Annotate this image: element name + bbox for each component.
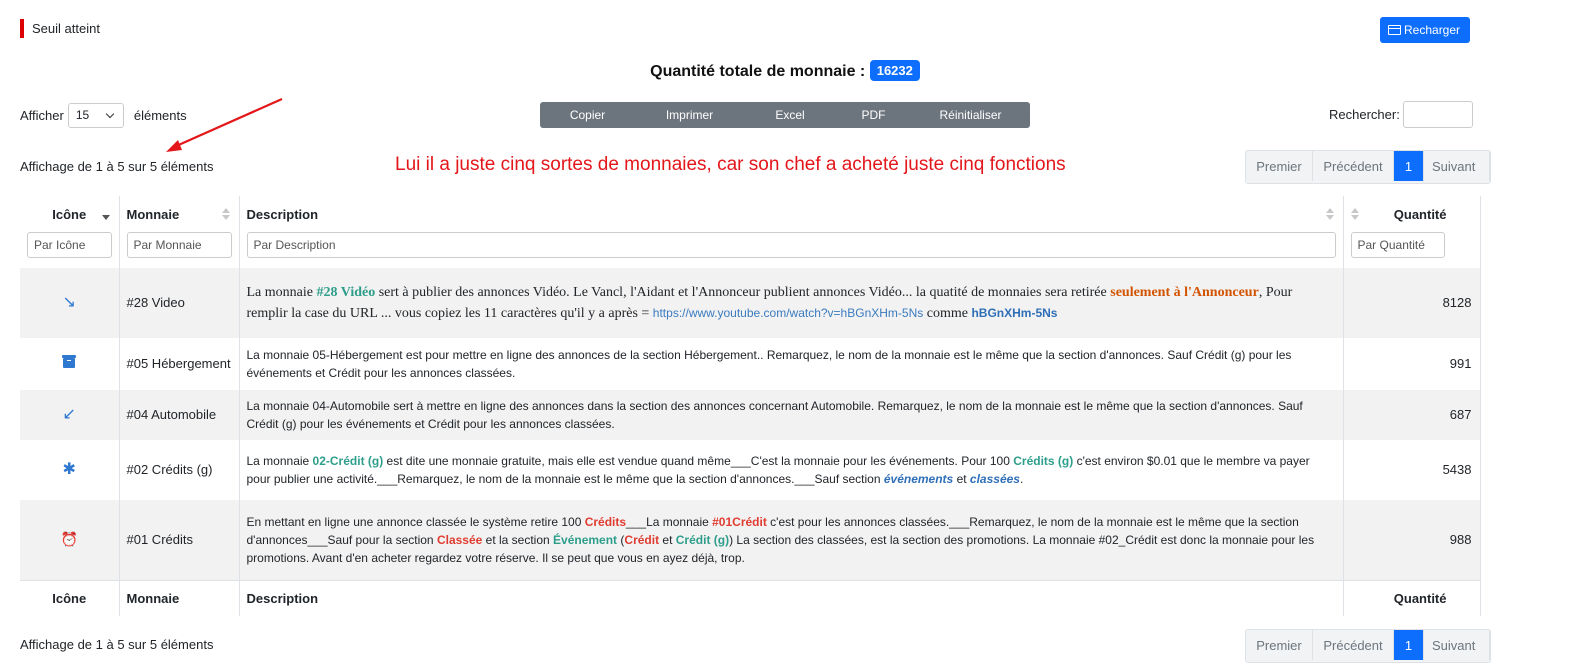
length-suffix: éléments [133, 107, 187, 123]
sort-icon [1351, 208, 1359, 220]
footer-header-description: Description [239, 580, 1343, 616]
desc-highlight: Crédit [624, 532, 660, 547]
filter-description-input[interactable]: Par Description [247, 232, 1336, 258]
annotation-arrow [160, 95, 290, 157]
pagination-previous[interactable]: Précédent [1313, 151, 1394, 181]
table-row[interactable] [20, 500, 1480, 580]
row-icon-cell [20, 440, 119, 500]
column-header-currency-label: Monnaie [126, 206, 180, 222]
length-prefix: Afficher [20, 107, 64, 123]
column-header-icon[interactable] [20, 196, 119, 232]
youtube-link[interactable]: https://www.youtube.com/watch?v=hBGnXHm-5Ns [652, 306, 924, 320]
sort-desc-icon [102, 208, 110, 220]
archive-icon [63, 358, 75, 368]
table-info: Affichage de 1 à 5 sur 5 éléments [20, 159, 214, 174]
filter-cell-quantity [1343, 232, 1480, 268]
page-length-value: 15 [75, 108, 90, 122]
filter-icon-input[interactable]: Par Icône [27, 232, 112, 258]
table-row[interactable] [20, 268, 1480, 338]
status-indicator-bar [20, 19, 24, 38]
desc-text: c'est pour les annonces classées.___Remarquez, le nom de la monnaie est le même que la section d'annonces___Sauf pour la section [246, 514, 1299, 547]
row-quantity: 8128 [1343, 268, 1480, 338]
filter-currency-input[interactable]: Par Monnaie [127, 232, 232, 258]
desc-text: et [659, 532, 676, 547]
row-currency: #02 Crédits (g) [119, 440, 239, 500]
filter-cell-description [239, 232, 1343, 268]
column-header-description-label: Description [246, 206, 319, 222]
desc-text: ___La monnaie [626, 514, 713, 529]
desc-highlight: #28 Vidéo [316, 285, 376, 300]
pdf-button[interactable]: PDF [861, 108, 886, 122]
pagination [1245, 150, 1491, 184]
total-label: Quantité totale de monnaie : [650, 63, 866, 80]
total-currency [0, 60, 1570, 81]
row-description [239, 500, 1343, 580]
desc-text: , Pour remplir la case du URL ... vous copiez les 11 caractères qu'il y a après = [246, 285, 1293, 321]
footer-header-quantity: Quantité [1343, 580, 1480, 616]
row-quantity: 5438 [1343, 440, 1480, 500]
desc-text: c'est environ $0.01 que le membre va payer pour publier une activité.___Remarquez, le nom de la monnaie est le même que la section d'annonces.___Sauf section [246, 454, 1310, 486]
chevron-down-icon [106, 109, 114, 117]
row-icon-cell [20, 500, 119, 580]
desc-highlight: 02-Crédit (g) [312, 454, 384, 468]
pagination-previous[interactable]: Précédent [1313, 630, 1394, 660]
column-header-quantity-label: Quantité [1393, 206, 1447, 222]
row-quantity: 991 [1343, 338, 1480, 390]
column-header-icon-label: Icône [52, 206, 87, 222]
desc-text: En mettant en ligne une annonce classée le système retire 100 [246, 514, 585, 529]
pagination-next[interactable]: Suivant [1424, 151, 1490, 181]
pagination-first[interactable]: Premier [1246, 630, 1313, 660]
pagination-page-1[interactable]: 1 [1394, 151, 1424, 181]
row-icon-cell [20, 390, 119, 440]
table-row[interactable] [20, 338, 1480, 390]
search-input[interactable] [1403, 101, 1473, 128]
column-header-description[interactable] [239, 196, 1343, 232]
pagination-first[interactable]: Premier [1246, 151, 1313, 181]
desc-text: La monnaie [246, 454, 313, 468]
sort-icon [1326, 208, 1334, 220]
desc-text: . [1019, 472, 1024, 486]
alarm-clock-icon: ⏰ [60, 531, 78, 548]
footer-header-icon: Icône [20, 580, 119, 616]
status-label: Seuil atteint [32, 20, 100, 36]
pagination-next[interactable]: Suivant [1424, 630, 1490, 660]
row-currency: #28 Video [119, 268, 239, 338]
desc-highlight: seulement à l'Annonceur [1110, 285, 1259, 300]
desc-text: comme [923, 306, 972, 321]
desc-highlight: Crédits (g) [1013, 454, 1074, 468]
export-button-group [540, 102, 1030, 128]
desc-text: La monnaie 04-Automobile sert à mettre en ligne des annonces dans la section des annonces concernant Automobile. Remarquez, le nom de la monnaie est le même que la section d'annonces. Sauf Crédit (g) pour les événements et Crédit pour les annonces classées. [246, 399, 1303, 431]
pagination-bottom [1245, 629, 1491, 663]
row-description [239, 390, 1343, 440]
arrow-down-left-icon: ↙ [62, 406, 76, 423]
desc-highlight: Crédits [584, 514, 627, 529]
reset-button[interactable]: Réinitialiser [939, 108, 1002, 122]
row-quantity: 687 [1343, 390, 1480, 440]
page-length-select[interactable] [68, 103, 124, 128]
footer-header-currency: Monnaie [119, 580, 239, 616]
desc-text: sert à publier des annonces Vidéo. Le Vancl, l'Aidant et l'Annonceur publient annonces Vidéo... la quatité de monnaies sera retirée [375, 285, 1111, 300]
row-quantity: 988 [1343, 500, 1480, 580]
row-currency: #01 Crédits [119, 500, 239, 580]
desc-highlight: événements [883, 472, 954, 486]
desc-text: ( [617, 532, 625, 547]
search-label: Rechercher: [1329, 107, 1400, 122]
column-header-currency[interactable] [119, 196, 239, 232]
reload-button[interactable] [1380, 17, 1470, 43]
desc-highlight: Crédit (g) [675, 532, 730, 547]
column-header-quantity[interactable] [1343, 196, 1480, 232]
desc-highlight: #01Crédit [712, 514, 767, 529]
desc-text: ) La section des classées, est la section des promotions. La monnaie #02_Crédit est donc la monnaie pour les promotions. Avant d'en acheter regardez votre réserve. Il se peut que vous en ayez déjà, trop. [246, 532, 1315, 565]
filter-quantity-input[interactable]: Par Quantité [1351, 232, 1445, 258]
total-badge: 16232 [870, 60, 920, 81]
table-row[interactable] [20, 440, 1480, 500]
row-currency: #05 Hébergement [119, 338, 239, 390]
row-icon-cell [20, 268, 119, 338]
row-currency: #04 Automobile [119, 390, 239, 440]
arrow-down-right-icon: ↘ [62, 294, 76, 311]
reload-button-label: Recharger [1404, 23, 1461, 37]
desc-highlight: Classée [436, 532, 483, 547]
annotation-text: Lui il a juste cinq sortes de monnaies, car son chef a acheté juste cinq fonctions [395, 154, 1066, 175]
filter-cell-currency [119, 232, 239, 268]
asterisk-icon: ✱ [62, 461, 76, 478]
table-info-bottom: Affichage de 1 à 5 sur 5 éléments [20, 637, 214, 652]
desc-text: et la section [482, 532, 554, 547]
desc-text: est dite une monnaie gratuite, mais elle est vendue quand même___C'est la monnaie pour les événements. Pour 100 [383, 454, 1014, 468]
currency-table [20, 196, 1481, 616]
print-button[interactable]: Imprimer [665, 108, 714, 122]
desc-text: La monnaie 05-Hébergement est pour mettre en ligne des annonces de la section Hébergement.. Remarquez, le nom de la monnaie est le même que la section d'annonces. Sauf Crédit (g) pour les événements et Crédit pour les annonces classées. [246, 348, 1292, 380]
row-description [239, 440, 1343, 500]
excel-button[interactable]: Excel [775, 108, 805, 122]
filter-cell-icon [20, 232, 119, 268]
desc-text: et [953, 472, 970, 486]
copy-button[interactable]: Copier [569, 108, 606, 122]
table-row[interactable] [20, 390, 1480, 440]
desc-highlight: Événement [553, 532, 618, 547]
sort-icon [222, 208, 230, 220]
row-description [239, 268, 1343, 338]
row-icon-cell [20, 338, 119, 390]
desc-highlight: hBGnXHm-5Ns [971, 306, 1058, 320]
desc-highlight: classées [969, 472, 1020, 486]
credit-card-icon [1388, 25, 1401, 35]
desc-text: La monnaie [246, 285, 317, 300]
threshold-status [20, 18, 100, 38]
row-description [239, 338, 1343, 390]
pagination-page-1[interactable]: 1 [1394, 630, 1424, 660]
